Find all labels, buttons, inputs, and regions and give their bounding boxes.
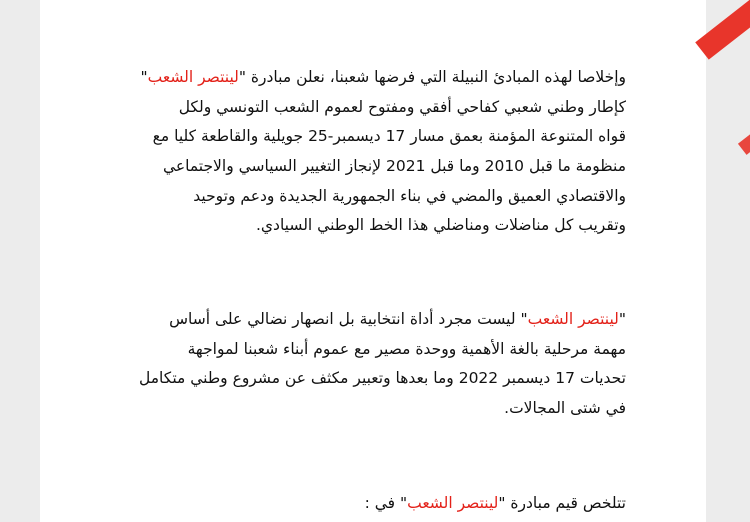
line-text: تتلخص قيم مبادرة xyxy=(505,494,626,512)
paragraph-line: منظومة ما قبل 2010 وما قبل 2021 لإنجاز التغيير السياسي والاجتماعي xyxy=(162,157,626,176)
paragraph-line xyxy=(106,489,626,519)
line-text: ليست مجرد أداة انتخابية بل انصهار نضالي على أساس xyxy=(169,310,521,328)
quote-mark: " xyxy=(399,494,408,512)
paragraph-line: في شتى المجالات. xyxy=(504,399,626,418)
paragraph-initiative-description xyxy=(106,305,626,424)
quote-mark: " xyxy=(498,494,506,512)
paragraph-line xyxy=(106,305,626,335)
paragraph-initiative-values-intro xyxy=(106,489,626,519)
quote-mark: " xyxy=(238,68,246,86)
quote-mark: " xyxy=(618,310,626,328)
red-accent-stripe-small xyxy=(738,119,750,155)
initiative-name-highlight: لينتصر الشعب xyxy=(147,68,239,86)
paragraph-initiative-announcement xyxy=(106,63,626,241)
paragraph-line: والاقتصادي العميق والمضي في بناء الجمهورية الجديدة ودعم وتوحيد xyxy=(193,186,626,205)
paragraph-line xyxy=(106,63,626,93)
initiative-name-highlight: لينتصر الشعب xyxy=(407,494,499,512)
paragraph-line: مهمة مرحلية بالغة الأهمية ووحدة مصير مع عموم أبناء شعبنا لمواجهة xyxy=(187,339,626,358)
quote-mark: " xyxy=(140,68,148,86)
initiative-name-highlight: لينتصر الشعب xyxy=(527,310,619,328)
paragraph-line: تحديات 17 ديسمبر 2022 وما بعدها وتعبير مكثف عن مشروع وطني متكامل xyxy=(139,369,626,388)
paragraph-line: كإطار وطني شعبي كفاحي أفقي ومفتوح لعموم الشعب التونسي ولكل xyxy=(178,97,626,116)
paragraph-line: قواه المتنوعة المؤمنة بعمق مسار 17 ديسمبر-25 جويلية والقاطعة كليا مع xyxy=(152,127,626,146)
paragraph-line: وتقريب كل مناضلات ومناضلي هذا الخط الوطني السيادي. xyxy=(256,216,626,235)
quote-mark: " xyxy=(520,310,528,328)
line-text: وإخلاصا لهذه المبادئ النبيلة التي فرضها شعبنا، نعلن مبادرة xyxy=(246,68,626,86)
line-text: في : xyxy=(364,494,400,512)
